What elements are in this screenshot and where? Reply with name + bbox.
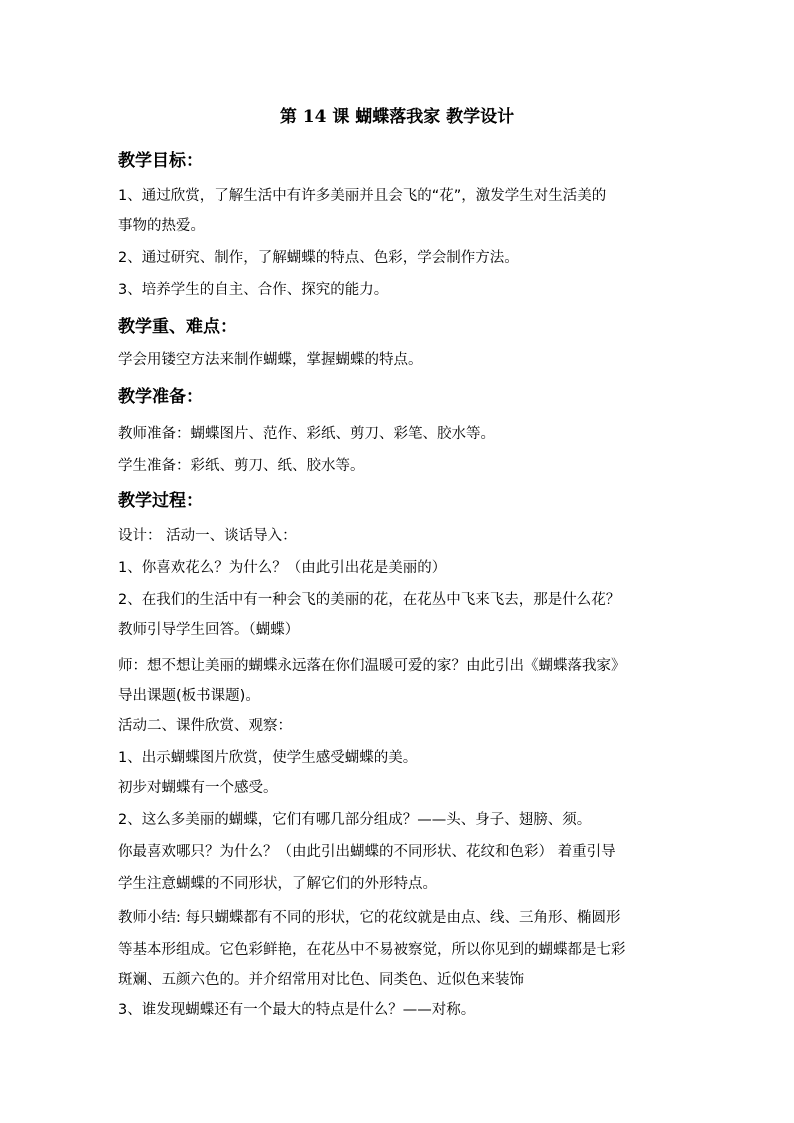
section-heading-key-points: 教学重、难点： — [118, 317, 237, 337]
paragraph-line: 师：想不想让美丽的蝴蝶永远落在你们温暖可爱的家？由此引出《蝴蝶落我家》 — [118, 658, 626, 674]
document-title: 第 14 课 蝴蝶落我家 教学设计 — [279, 107, 515, 127]
paragraph-line: 教师准备：蝴蝶图片、范作、彩纸、剪刀、彩笔、胶水等。 — [118, 426, 495, 442]
section-heading-process: 教学过程： — [118, 491, 203, 511]
paragraph-line: 教师小结: 每只蝴蝶都有不同的形状，它的花纹就是由点、线、三角形、椭圆形 — [118, 910, 621, 926]
paragraph-line: 设计： 活动一、谈话导入： — [118, 528, 297, 544]
paragraph-line: 教师引导学生回答。（蝴蝶） — [118, 622, 300, 638]
paragraph-line: 你最喜欢哪只？为什么？（由此引出蝴蝶的不同形状、花纹和色彩） 着重引导 — [118, 844, 616, 860]
paragraph-line: 学会用镂空方法来制作蝴蝶，掌握蝴蝶的特点。 — [118, 352, 423, 368]
paragraph-line: 3、谁发现蝴蝶还有一个最大的特点是什么？——对称。 — [118, 1002, 476, 1018]
paragraph-line: 2、这么多美丽的蝴蝶，它们有哪几部分组成？——头、身子、翅膀、须。 — [118, 812, 592, 828]
paragraph-line: 1、通过欣赏，了解生活中有许多美丽并且会飞的“花”，激发学生对生活美的 — [118, 188, 607, 204]
paragraph-line: 2、在我们的生活中有一种会飞的美丽的花，在花丛中飞来飞去，那是什么花？ — [118, 592, 621, 608]
paragraph-line: 2、通过研究、制作，了解蝴蝶的特点、色彩，学会制作方法。 — [118, 250, 519, 266]
paragraph-line: 1、出示蝴蝶图片欣赏，使学生感受蝴蝶的美。 — [118, 750, 418, 766]
paragraph-line: 活动二、课件欣赏、观察： — [118, 718, 292, 734]
paragraph-line: 3、培养学生的自主、合作、探究的能力。 — [118, 282, 389, 298]
paragraph-line: 1、你喜欢花么？为什么？（由此引出花是美丽的） — [118, 560, 447, 576]
paragraph-line: 导出课题(板书课题)。 — [118, 688, 260, 704]
paragraph-line: 等基本形组成。它色彩鲜艳，在花丛中不易被察觉，所以你见到的蝴蝶都是七彩 — [118, 942, 626, 958]
section-heading-goals: 教学目标： — [118, 151, 203, 171]
paragraph-line: 事物的热爱。 — [118, 218, 205, 234]
paragraph-line: 斑斓、五颜六色的。并介绍常用对比色、同类色、近似色来装饰 — [118, 972, 524, 988]
paragraph-line: 初步对蝴蝶有一个感受。 — [118, 780, 278, 796]
paragraph-line: 学生准备：彩纸、剪刀、纸、胶水等。 — [118, 458, 365, 474]
paragraph-line: 学生注意蝴蝶的不同形状，了解它们的外形特点。 — [118, 876, 437, 892]
section-heading-preparation: 教学准备： — [118, 387, 203, 407]
